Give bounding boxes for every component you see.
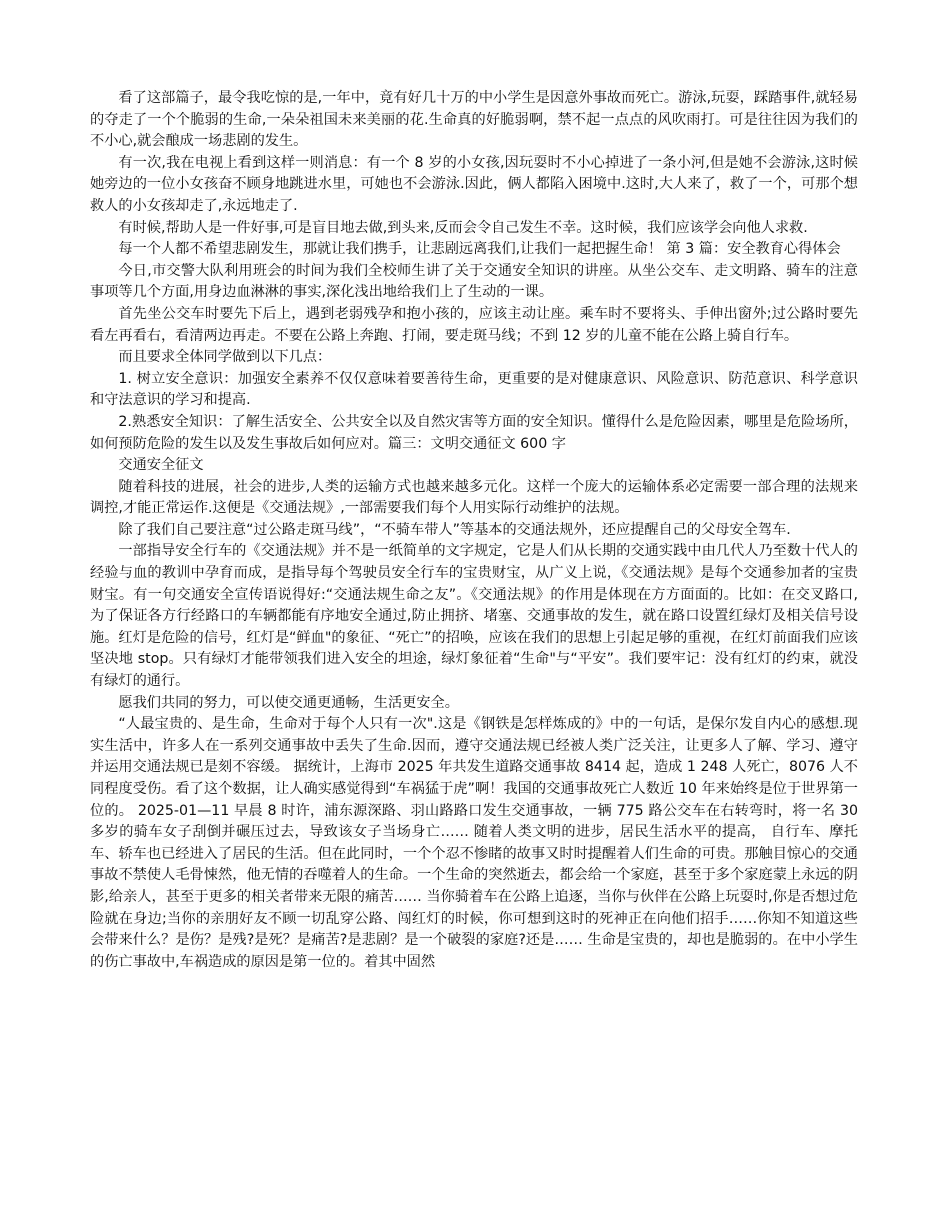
paragraph-14: 愿我们共同的努力，可以使交通更通畅，生活更安全。: [118, 694, 459, 711]
paragraph-12: 除了我们自己要注意“过公路走斑马线”，“不骑车带人”等基本的交通法规外，还应提醒自己的父母安全驾车.: [118, 521, 791, 538]
paragraph-3: 有时候,帮助人是一件好事,可是盲目地去做,到头来,反而会令自己发生不幸。这时候，我们应该学会向他人求救.: [118, 219, 808, 236]
section-heading: 交通安全征文: [118, 457, 204, 474]
paragraph-7: 而且要求全体同学做到以下几点：: [118, 349, 332, 366]
paragraph-4: 每一个人都不希望悲剧发生，那就让我们携手，让悲剧远离我们,让我们一起把握生命！ 第 3 篇：安全教育心得体会: [118, 241, 841, 258]
paragraph-9: 2.熟悉安全知识：了解生活安全、公共安全以及自然灾害等方面的安全知识。懂得什么是危险因素，哪里是危险场所，如何预防危险的发生以及发生事故后如何应对。篇三：文明交通征文 600 字: [90, 413, 858, 452]
paragraph-1: 看了这部篇子，最令我吃惊的是,一年中，竟有好几十万的中小学生是因意外事故而死亡。游泳,玩耍，踩踏事件,就轻易的夺走了一个个脆弱的生命,一朵朵祖国未来美丽的花.生命真的好脆弱啊，禁不起一点点的风吹雨打。可是往往因为我们的不小心,就会酿成一场悲剧的发生。: [90, 90, 858, 150]
paragraph-15: “人最宝贵的、是生命，生命对于每个人只有一次".这是《钢铁是怎样炼成的》中的一句话，是保尔发自内心的感想.现实生活中，许多人在一系列交通事故中丢失了生命.因而，遵守交通法规已经被人类广泛关注，让更多人了解、学习、遵守并运用交通法规已是刻不容缓。 据统计，上海市 2025 年共发生道路交通事故 8414 起，造成 1 248 人死亡，8076 人不同程度受伤。看了这个数据，让人确实感觉得到“车祸猛于虎”啊！我国的交通事故死亡人数近 10 年来始终是位于世界第一位的。 2025-01—11 早晨 8 时许，浦东源深路、羽山路路口发生交通事故，一辆 775 路公交车在右转弯时，将一名 30 多岁的骑车女子刮倒并碾压过去，导致该女子当场身亡…… 随着人类文明的进步，居民生活水平的提高， 自行车、摩托车、轿车也已经进入了居民的生活。但在此同时，一个个忍不惨睹的故事又时时提醒着人们生命的可贵。那触目惊心的交通事故不禁使人毛骨悚然，他无情的吞噬着人的生命。一个生命的突然逝去，都会给一个家庭，甚至于多个家庭蒙上永远的阴影,给亲人，甚至于更多的相关者带来无限的痛苦…… 当你骑着车在公路上追逐，当你与伙伴在公路上玩耍时,你是否想过危险就在身边;当你的亲朋好友不顾一切乱穿公路、闯红灯的时候，你可想到这时的死神正在向他们招手……你知不知道这些会带来什么？是伤？是残?是死？是痛苦?是悲剧？是一个破裂的家庭?还是…… 生命是宝贵的，却也是脆弱的。在中小学生的伤亡事故中,车祸造成的原因是第一位的。着其中固然: [90, 716, 858, 970]
paragraph-8: 1. 树立安全意识：加强安全素养不仅仅意味着要善待生命，更重要的是对健康意识、风险意识、防范意识、科学意识和守法意识的学习和提高.: [90, 370, 858, 409]
paragraph-5: 今日,市交警大队利用班会的时间为我们全校师生讲了关于交通安全知识的讲座。从坐公交车、走文明路、骑车的注意事项等几个方面,用身边血淋淋的事实,深化浅出地给我们上了生动的一课。: [90, 262, 858, 301]
paragraph-11: 随着科技的进展，社会的进步,人类的运输方式也越来越多元化。这样一个庞大的运输体系必定需要一部合理的法规来调控,才能正常运作.这便是《交通法规》,一部需要我们每个人用实际行动维护的法规。: [90, 478, 858, 517]
paragraph-2: 有一次,我在电视上看到这样一则消息：有一个 8 岁的小女孩,因玩耍时不小心掉进了一条小河,但是她不会游泳,这时候她旁边的一位小女孩奋不顾身地跳进水里，可她也不会游泳.因此，俩人都陷入困境中.这时,大人来了，救了一个，可那个想救人的小女孩却走了,永远地走了.: [90, 154, 858, 214]
paragraph-6: 首先坐公交车时要先下后上，遇到老弱残孕和抱小孩的，应该主动让座。乘车时不要将头、手伸出窗外;过公路时要先看左再看右，看清两边再走。不要在公路上奔跑、打闹，要走斑马线；不到 12 岁的儿童不能在公路上骑自行车。: [90, 305, 858, 344]
paragraph-13: 一部指导安全行车的《交通法规》并不是一纸简单的文字规定，它是人们从长期的交通实践中由几代人乃至数十代人的经验与血的教训中孕育而成，是指导每个驾驶员安全行车的宝贵财宝，从广义上说，《交通法规》是每个交通参加者的宝贵财宝。有一句交通安全宣传语说得好:“交通法规生命之友”。《交通法规》的作用是体现在方方面面的。比如：在交叉路口,为了保证各方行经路口的车辆都能有序地安全通过,防止拥挤、堵塞、交通事故的发生，就在路口设置红绿灯及相关信号设施。红灯是危险的信号，红灯是“鲜血"的象征、“死亡”的招唤，应该在我们的思想上引起足够的重视，在红灯前面我们应该坚决地 stop。只有绿灯才能带领我们进入安全的坦途，绿灯象征着“生命"与“平安”。我们要牢记：没有红灯的约束，就没有绿灯的通行。: [90, 543, 858, 690]
